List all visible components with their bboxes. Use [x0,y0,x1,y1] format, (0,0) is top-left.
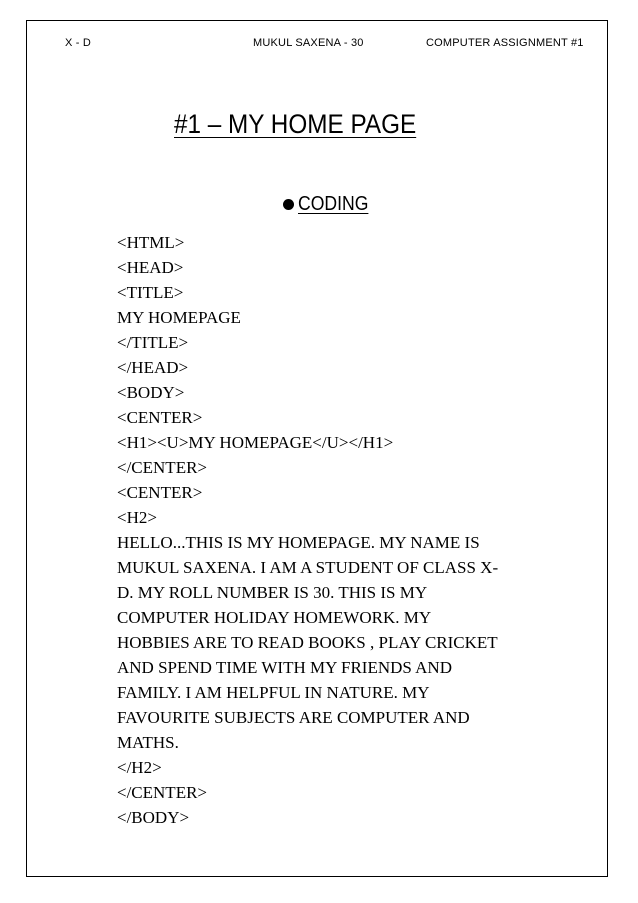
code-line: AND SPEND TIME WITH MY FRIENDS AND [117,658,452,677]
code-line: MUKUL SAXENA. I AM A STUDENT OF CLASS X- [117,558,499,577]
code-line: <HTML> [117,233,185,252]
code-line: HELLO...THIS IS MY HOMEPAGE. MY NAME IS [117,533,480,552]
code-line: <BODY> [117,383,185,402]
code-line: </TITLE> [117,333,189,352]
header-assignment: COMPUTER ASSIGNMENT #1 [426,37,584,49]
header-class: X - D [65,37,92,49]
code-line: HOBBIES ARE TO READ BOOKS , PLAY CRICKET [117,633,498,652]
code-line: </CENTER> [117,458,208,477]
code-line: <CENTER> [117,483,203,502]
code-line: </CENTER> [117,783,208,802]
section-heading-text: CODING [298,193,369,215]
code-line: <TITLE> [117,283,184,302]
code-line: <CENTER> [117,408,203,427]
code-line: MY HOMEPAGE [117,308,241,327]
code-line: FAMILY. I AM HELPFUL IN NATURE. MY [117,683,430,702]
code-line: <H2> [117,508,157,527]
section-heading [283,193,378,216]
code-line: D. MY ROLL NUMBER IS 30. THIS IS MY [117,583,428,602]
code-line: </HEAD> [117,358,189,377]
page-title: #1 – MY HOME PAGE [174,109,417,139]
code-line: COMPUTER HOLIDAY HOMEWORK. MY [117,608,432,627]
code-line: </H2> [117,758,162,777]
code-line: FAVOURITE SUBJECTS ARE COMPUTER AND [117,708,470,727]
code-block [117,230,562,830]
bullet-icon [283,199,294,210]
code-line: MATHS. [117,733,179,752]
code-line: <HEAD> [117,258,184,277]
code-line: </BODY> [117,808,190,827]
header-student: MUKUL SAXENA - 30 [253,37,364,49]
code-line: <H1><U>MY HOMEPAGE</U></H1> [117,433,394,452]
